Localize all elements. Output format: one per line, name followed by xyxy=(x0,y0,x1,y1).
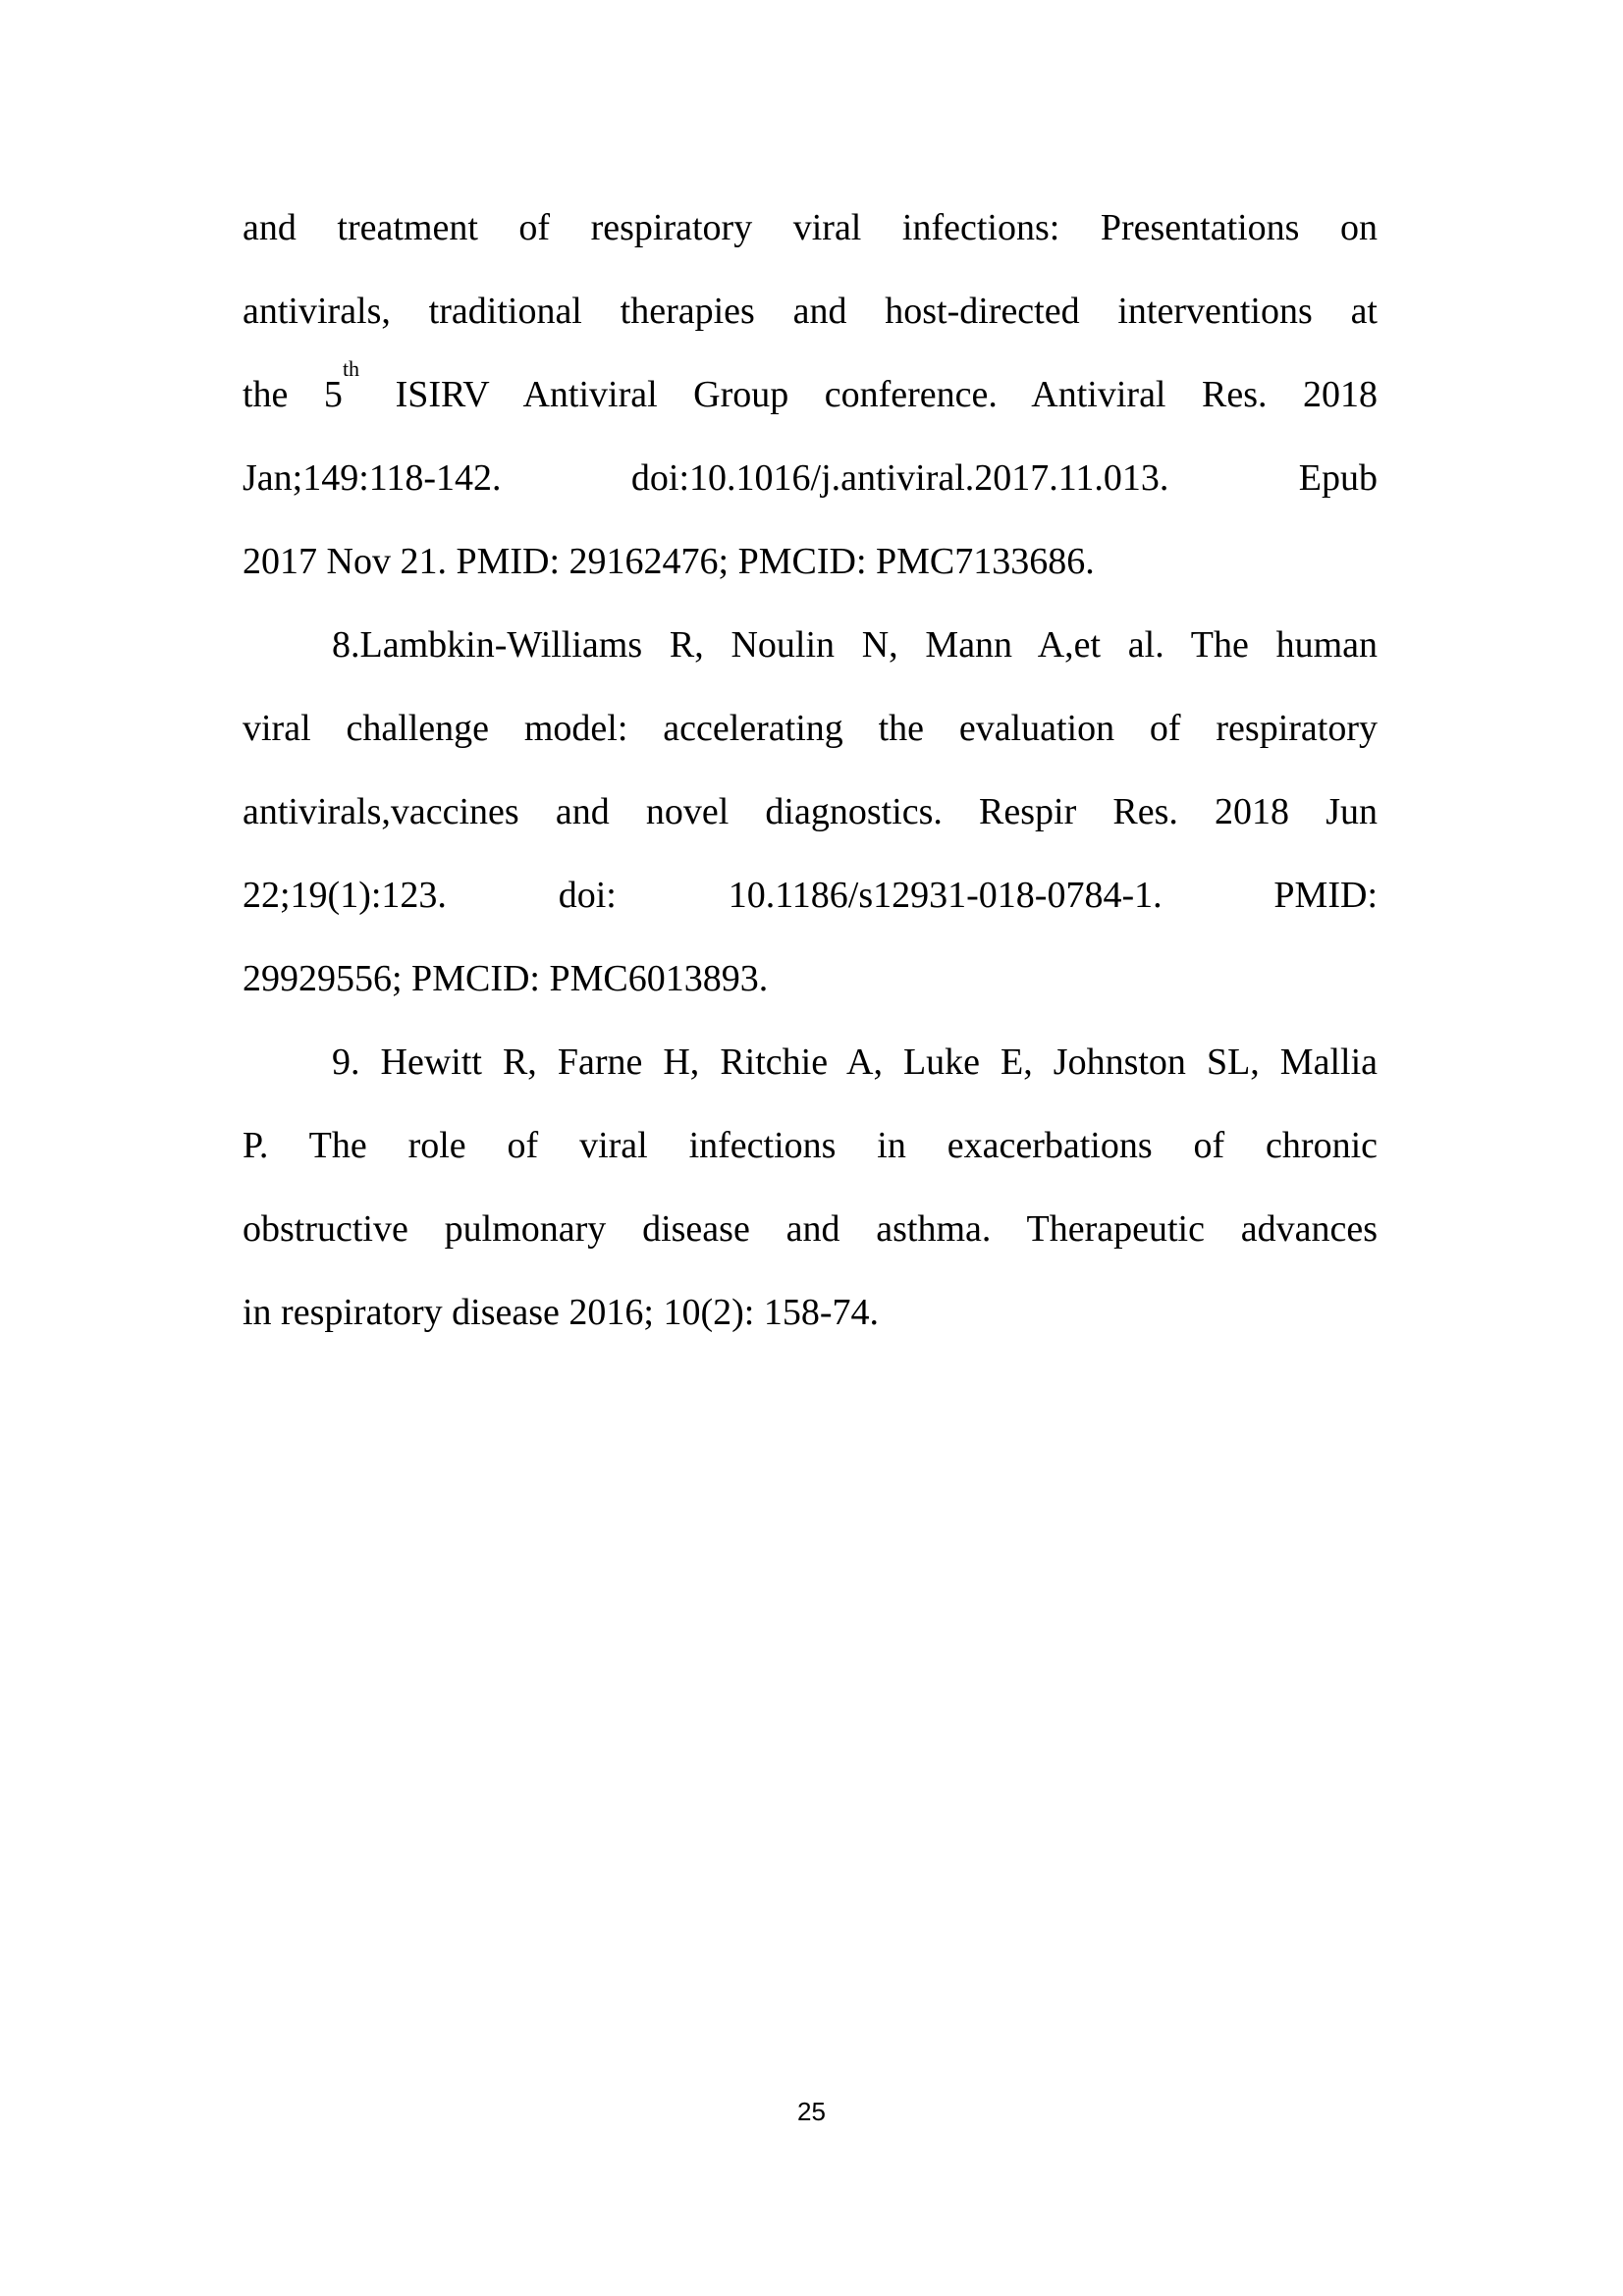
text-line: in respiratory disease 2016; 10(2): 158-74. xyxy=(243,1292,879,1333)
text-line: P. The role of viral infections in exacerbations of chronic xyxy=(243,1125,1378,1166)
text-line xyxy=(243,353,1378,437)
text-line: 22;19(1):123. doi: 10.1186/s12931-018-0784-1. PMID: xyxy=(243,875,1378,916)
text-line: antivirals,vaccines and novel diagnostics. Respir Res. 2018 Jun xyxy=(243,791,1378,832)
text-line: 8.Lambkin-Williams R, Noulin N, Mann A,et al. The human xyxy=(332,624,1378,666)
text-line: viral challenge model: accelerating the evaluation of respiratory xyxy=(243,708,1378,749)
reference-8-paragraph xyxy=(243,604,1378,1021)
page-footer xyxy=(0,2097,1623,2126)
text-line: 2017 Nov 21. PMID: 29162476; PMCID: PMC7133686. xyxy=(243,541,1095,582)
page-number: 25 xyxy=(797,2097,826,2126)
references-text-block xyxy=(243,187,1378,1355)
text-segment: ISIRV Antiviral Group conference. Antiviral Res. 2018 xyxy=(359,374,1378,415)
text-line: antivirals, traditional therapies and host-directed interventions at xyxy=(243,291,1378,332)
text-line: 9. Hewitt R, Farne H, Ritchie A, Luke E, Johnston SL, Mallia xyxy=(332,1041,1378,1083)
text-line: 29929556; PMCID: PMC6013893. xyxy=(243,958,769,999)
reference-9-paragraph xyxy=(243,1021,1378,1355)
text-line: obstructive pulmonary disease and asthma. Therapeutic advances xyxy=(243,1208,1378,1250)
superscript-ordinal: th xyxy=(342,356,360,382)
text-line: Jan;149:118-142. doi:10.1016/j.antiviral.2017.11.013. Epub xyxy=(243,457,1378,499)
text-line: and treatment of respiratory viral infections: Presentations on xyxy=(243,207,1378,248)
text-segment: the 5 xyxy=(243,374,343,415)
reference-7-paragraph xyxy=(243,187,1378,604)
